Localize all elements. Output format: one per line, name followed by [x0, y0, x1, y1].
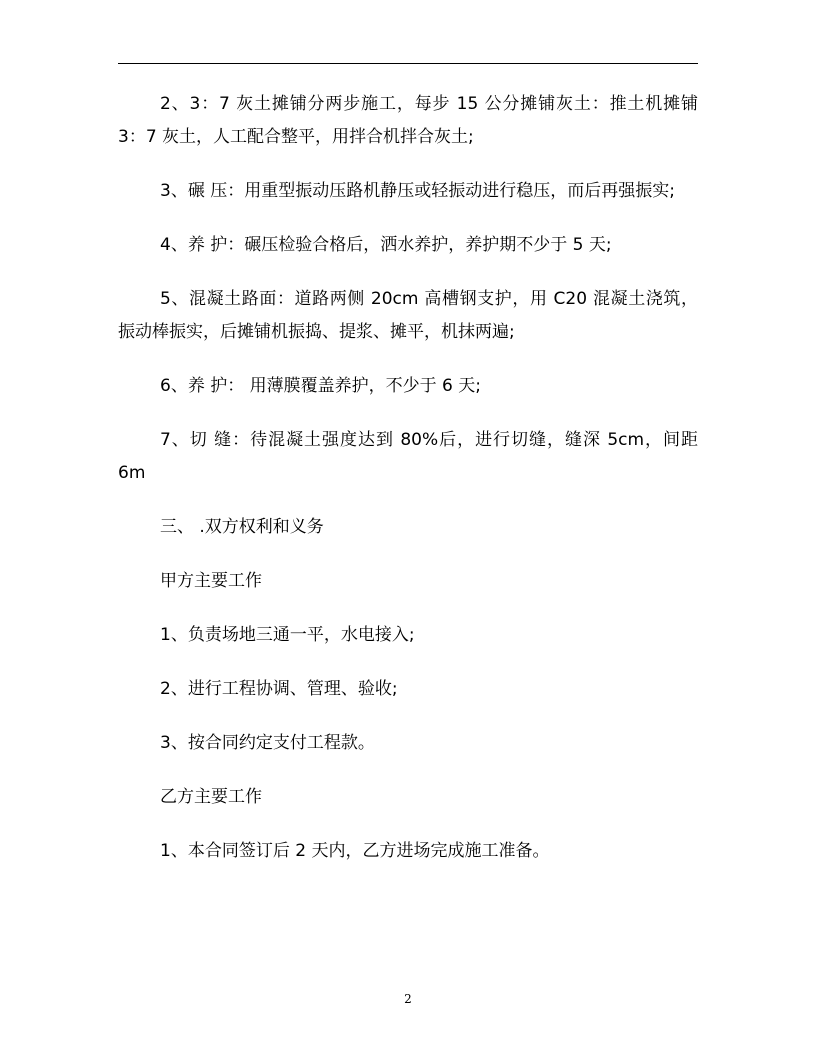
- paragraph-lime-soil-paving: 2、3：7 灰土摊铺分两步施工，每步 15 公分摊铺灰土：推土机摊铺 3：7 灰土，人工配合整平，用拌合机拌合灰土;: [118, 94, 698, 147]
- subheading-party-a-duties: 甲方主要工作: [160, 571, 262, 591]
- document-body: [118, 88, 698, 889]
- party-a-item-2: 2、进行工程协调、管理、验收;: [160, 679, 398, 699]
- paragraph-curing-1: 4、养 护：碾压检验合格后，洒水养护，养护期不少于 5 天;: [160, 235, 612, 255]
- paragraph-compaction: 3、碾 压：用重型振动压路机静压或轻振动进行稳压，而后再强振实;: [160, 181, 675, 201]
- party-a-item-1: 1、负责场地三通一平，水电接入;: [160, 625, 415, 645]
- party-a-item-3: 3、按合同约定支付工程款。: [160, 733, 375, 753]
- section-heading-rights-obligations: 三、 .双方权利和义务: [160, 517, 324, 537]
- paragraph-curing-2: 6、养 护： 用薄膜覆盖养护，不少于 6 天;: [160, 376, 481, 396]
- paragraph-concrete-pavement: 5、混凝土路面：道路两侧 20cm 高槽钢支护，用 C20 混凝土浇筑，振动棒振实，后摊铺机振捣、提浆、摊平，机抹两遍;: [118, 289, 698, 342]
- header-rule: [118, 63, 698, 64]
- paragraph-joint-cutting: 7、切 缝：待混凝土强度达到 80%后，进行切缝，缝深 5cm，间距 6m: [118, 430, 698, 483]
- page-number: 2: [404, 992, 412, 1006]
- subheading-party-b-duties: 乙方主要工作: [160, 787, 262, 807]
- party-b-item-1: 1、本合同签订后 2 天内，乙方进场完成施工准备。: [160, 841, 550, 861]
